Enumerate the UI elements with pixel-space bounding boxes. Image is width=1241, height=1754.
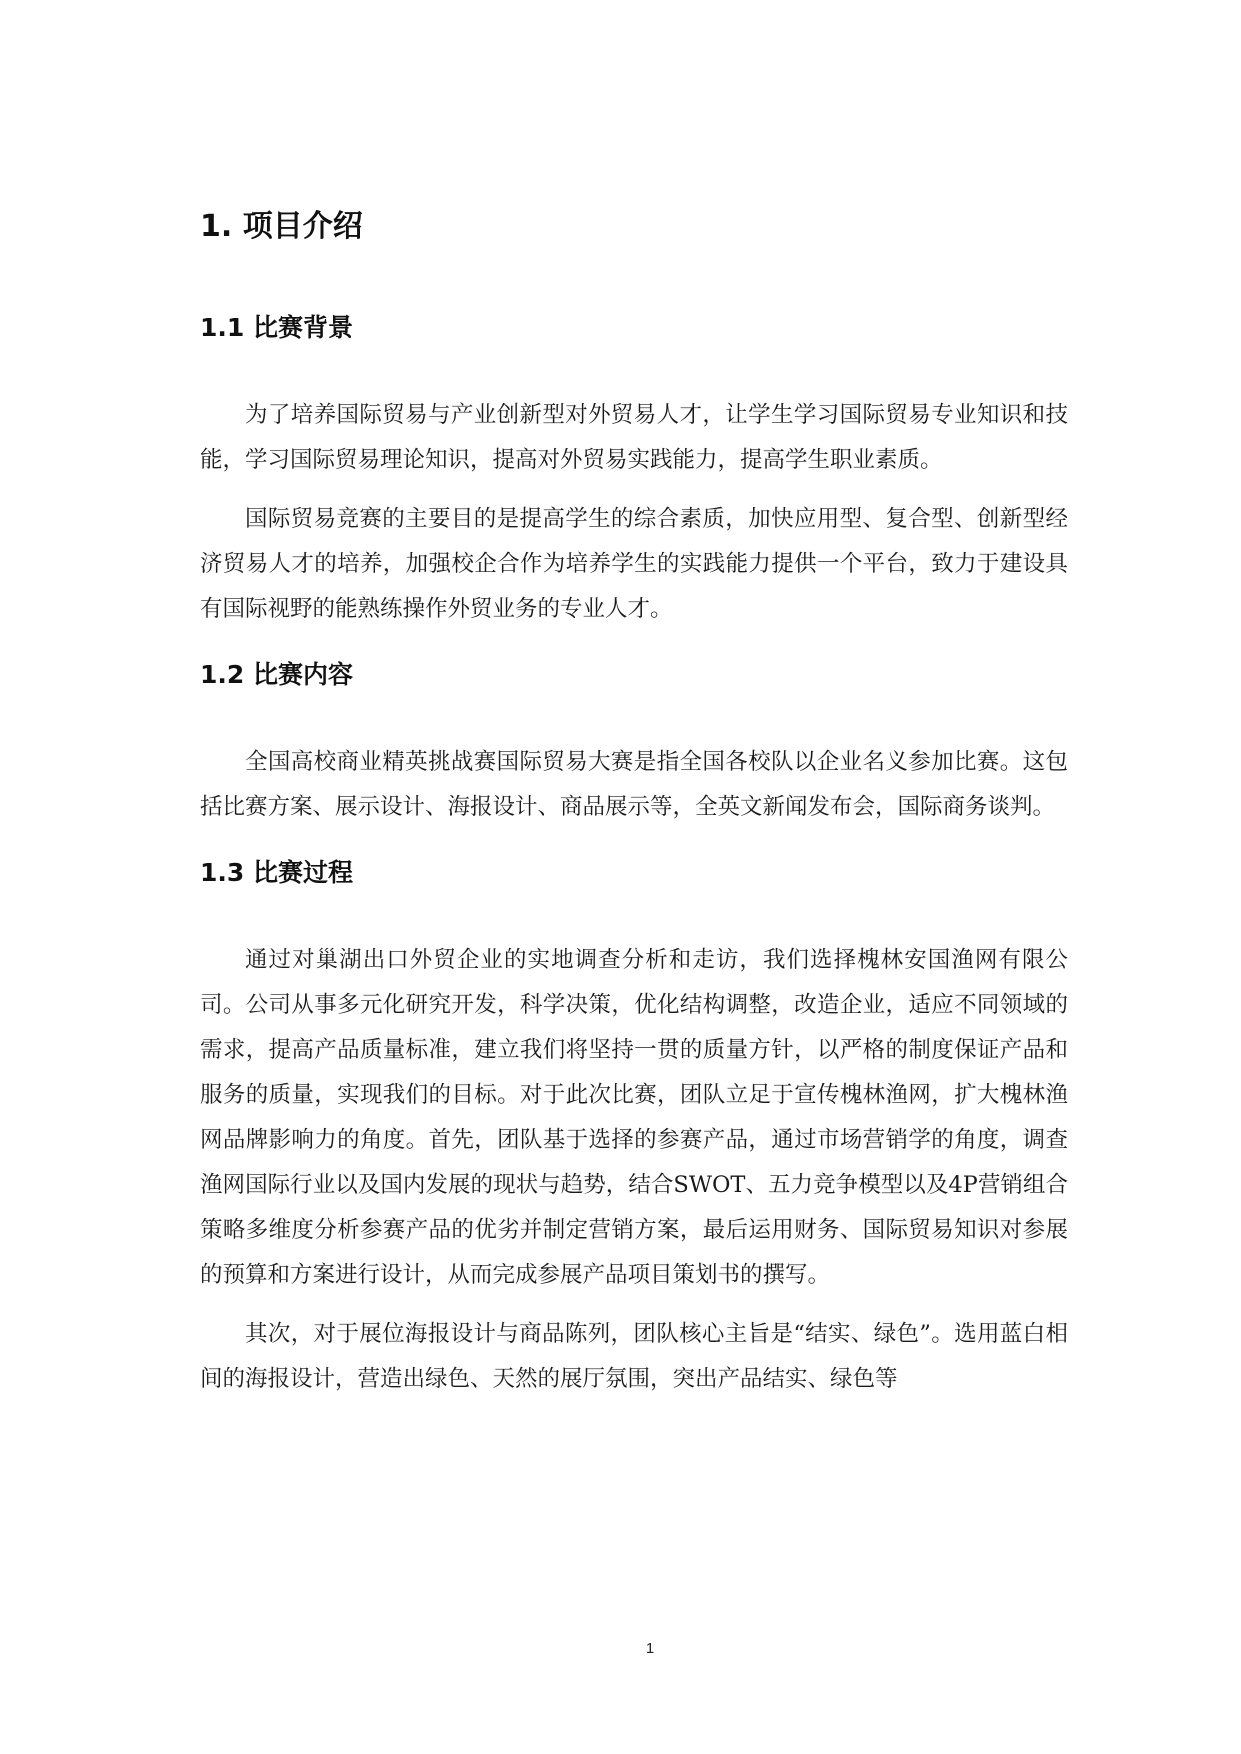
section-heading: 1.2 比赛内容 bbox=[200, 660, 353, 689]
paragraph: 国际贸易竞赛的主要目的是提高学生的综合素质，加快应用型、复合型、创新型经济贸易人才的培养，加强校企合作为培养学生的实践能力提供一个平台，致力于建设具有国际视野的能熟练操作外贸业务的专业人才。 bbox=[200, 506, 1068, 622]
section-heading: 1.1 比赛背景 bbox=[200, 313, 353, 342]
section-content bbox=[200, 654, 1068, 830]
page-content bbox=[200, 202, 1068, 1416]
paragraph: 为了培养国际贸易与产业创新型对外贸易人才，让学生学习国际贸易专业知识和技能，学习国际贸易理论知识，提高对外贸易实践能力，提高学生职业素质。 bbox=[200, 402, 1068, 473]
paragraph: 全国高校商业精英挑战赛国际贸易大赛是指全国各校队以企业名义参加比赛。这包括比赛方案、展示设计、海报设计、商品展示等，全英文新闻发布会，国际商务谈判。 bbox=[200, 749, 1068, 820]
main-heading: 1. 项目介绍 bbox=[200, 209, 363, 244]
section-background bbox=[200, 307, 1068, 632]
page-number: 1 bbox=[645, 1640, 655, 1657]
section-heading: 1.3 比赛过程 bbox=[200, 858, 353, 887]
section-process bbox=[200, 852, 1068, 1402]
paragraph: 通过对巢湖出口外贸企业的实地调查分析和走访，我们选择槐林安国渔网有限公司。公司从事多元化研究开发，科学决策，优化结构调整，改造企业，适应不同领域的需求，提高产品质量标准，建立我们将坚持一贯的质量方针，以严格的制度保证产品和服务的质量，实现我们的目标。对于此次比赛，团队立足于宣传槐林渔网，扩大槐林渔网品牌影响力的角度。首先，团队基于选择的参赛产品，通过市场营销学的角度，调查渔网国际行业以及国内发展的现状与趋势，结合SWOT、五力竞争模型以及4P营销组合策略多维度分析参赛产品的优劣并制定营销方案，最后运用财务、国际贸易知识对参展的预算和方案进行设计，从而完成参展产品项目策划书的撰写。 bbox=[200, 947, 1068, 1288]
paragraph: 其次，对于展位海报设计与商品陈列，团队核心主旨是“结实、绿色”。选用蓝白相间的海报设计，营造出绿色、天然的展厅氛围，突出产品结实、绿色等 bbox=[200, 1321, 1068, 1392]
